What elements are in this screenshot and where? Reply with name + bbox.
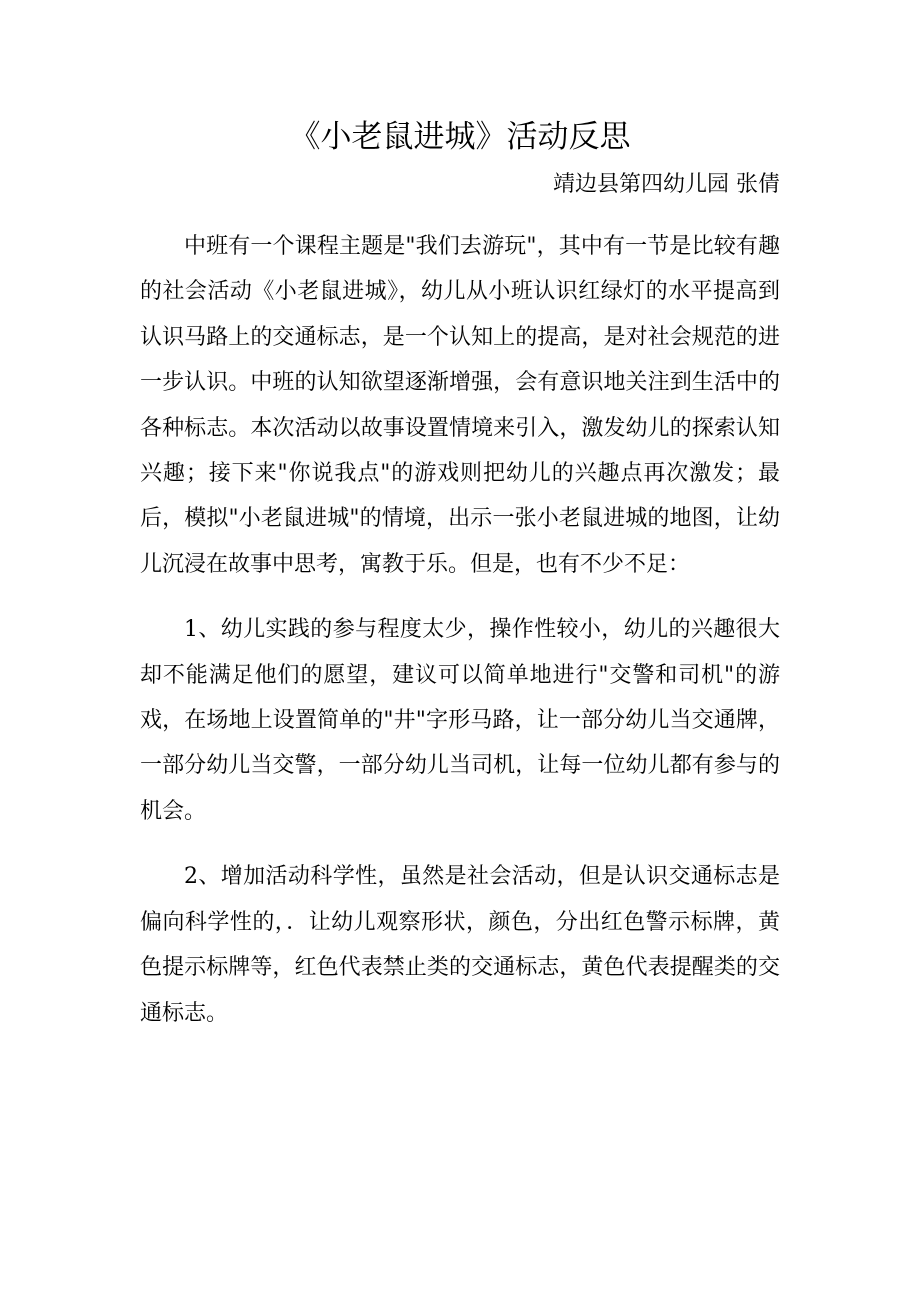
paragraph-point-2: 2、增加活动科学性，虽然是社会活动，但是认识交通标志是偏向科学性的，．让幼儿观察形状，颜色，分出红色警示标牌，黄色提示标牌等，红色代表禁止类的交通标志，黄色代表提醒类的交通标志。	[140, 864, 780, 1026]
document-author: 靖边县第四幼儿园 张倩	[553, 172, 780, 197]
paragraph-point-1: 1、幼儿实践的参与程度太少，操作性较小，幼儿的兴趣很大却不能满足他们的愿望，建议可以简单地进行"交警和司机"的游戏，在场地上设置简单的"井"字形马路，让一部分幼儿当交通牌，一部分幼儿当交警，一部分幼儿当司机，让每一位幼儿都有参与的机会。	[140, 617, 780, 824]
paragraph-gap	[140, 587, 780, 607]
document-body	[140, 224, 780, 1036]
paragraph-intro: 中班有一个课程主题是"我们去游玩"，其中有一节是比较有趣的社会活动《小老鼠进城》，幼儿从小班认识红绿灯的水平提高到认识马路上的交通标志，是一个认知上的提高，是对社会规范的进一步认识。中班的认知欲望逐渐增强，会有意识地关注到生活中的各种标志。本次活动以故事设置情境来引入，激发幼儿的探索认知兴趣；接下来"你说我点"的游戏则把幼儿的兴趣点再次激发；最后，模拟"小老鼠进城"的情境，出示一张小老鼠进城的地图，让幼儿沉浸在故事中思考，寓教于乐。但是，也有不少不足：	[140, 234, 780, 577]
paragraph-gap	[140, 834, 780, 854]
document-title: 《小老鼠进城》活动反思	[289, 119, 631, 155]
